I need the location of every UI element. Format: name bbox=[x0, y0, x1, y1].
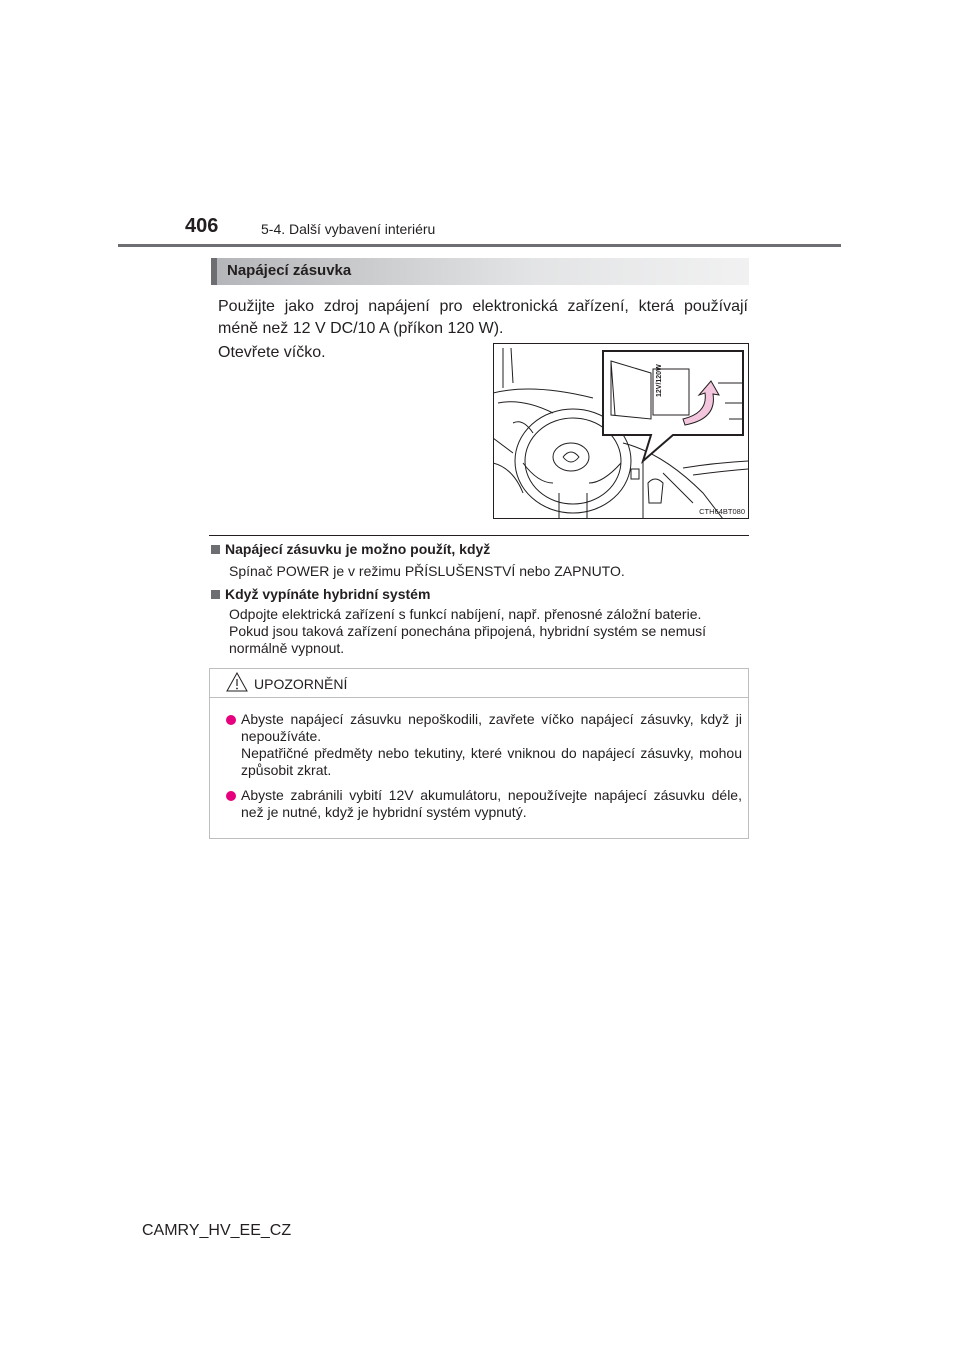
pink-bullet-icon bbox=[226, 715, 236, 725]
note-title-shutdown: Když vypínáte hybridní systém bbox=[211, 586, 430, 602]
warning-triangle-icon bbox=[226, 672, 248, 692]
step-text: Otevřete víčko. bbox=[218, 344, 326, 361]
note-title-usage: Napájecí zásuvku je možno použít, když bbox=[211, 541, 490, 557]
square-bullet-icon bbox=[211, 545, 220, 554]
section-title: 5-4. Další vybavení interiéru bbox=[261, 221, 436, 237]
warning-item-2: Abyste zabránili vybití 12V akumulátoru, nepoužívejte napájecí zásuvku déle, než je nutné, když je hybridní systém vypnutý. bbox=[241, 787, 742, 820]
illustration-svg bbox=[493, 343, 749, 519]
warning-separator bbox=[210, 697, 748, 698]
header-rule bbox=[118, 244, 841, 247]
footer-code: CAMRY_HV_EE_CZ bbox=[142, 1222, 292, 1239]
figure-code: CTH64BT080 bbox=[699, 507, 745, 516]
section-heading-text: Napájecí zásuvka bbox=[227, 262, 352, 279]
warning-item-1: Abyste napájecí zásuvku nepoškodili, zavřete víčko napájecí zásuvky, když ji nepoužíváte. Nepatřičné předměty nebo tekutiny, které vniknou do napájecí zásuvky, mohou způsobit zkrat. bbox=[241, 711, 742, 778]
note-body-usage: Spínač POWER je v režimu PŘÍSLUŠENSTVÍ nebo ZAPNUTO. bbox=[229, 563, 625, 579]
square-bullet-icon bbox=[211, 590, 220, 599]
section-heading bbox=[211, 258, 749, 285]
intro-paragraph: Použijte jako zdroj napájení pro elektronická zařízení, která používají méně než 12 V DC/10 A (příkon 120 W). bbox=[218, 298, 748, 337]
notes-rule bbox=[209, 535, 749, 536]
pink-bullet-icon bbox=[226, 791, 236, 801]
note-body-shutdown: Odpojte elektrická zařízení s funkcí nabíjení, např. přenosné záložní baterie. Pokud jsou taková zařízení ponechána připojená, hybridní systém se nemusí normálně vypnout. bbox=[229, 606, 707, 656]
warning-title: UPOZORNĚNÍ bbox=[254, 676, 348, 692]
page-number: 406 bbox=[185, 215, 219, 237]
power-outlet-illustration bbox=[493, 343, 749, 519]
socket-label: 12V/120W bbox=[656, 364, 663, 397]
heading-bar bbox=[211, 258, 217, 285]
